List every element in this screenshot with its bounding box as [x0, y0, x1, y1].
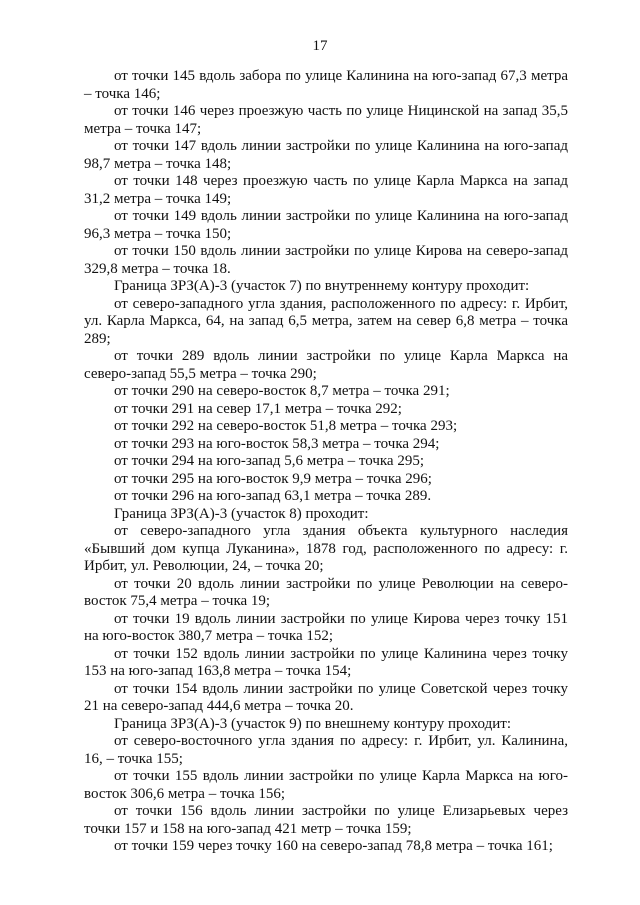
- paragraph: от точки 296 на юго-запад 63,1 метра – точка 289.: [114, 488, 432, 504]
- paragraph: от точки 159 через точку 160 на северо-запад 78,8 метра – точка 161;: [114, 838, 553, 854]
- section-heading: Граница ЗРЗ(А)-3 (участок 8) проходит:: [114, 505, 369, 522]
- paragraph: от точки 292 на северо-восток 51,8 метра – точка 293;: [114, 418, 458, 434]
- paragraph: от точки 149 вдоль линии застройки по улице Калинина на юго-запад 96,3 метра – точка 150;: [84, 208, 568, 242]
- paragraph: от точки 155 вдоль линии застройки по улице Карла Маркса на юго-восток 306,6 метра – точка 156;: [84, 768, 568, 802]
- paragraph: от северо-западного угла здания объекта культурного наследия «Бывший дом купца Луканина», 1878 год, расположенного по адресу: г. Ирбит, ул. Революции, 24, – точка 20;: [84, 523, 568, 574]
- paragraph: от точки 20 вдоль линии застройки по улице Революции на северо-восток 75,4 метра – точка 19;: [84, 575, 568, 609]
- paragraph: от точки 147 вдоль линии застройки по улице Калинина на юго-запад 98,7 метра – точка 148;: [84, 138, 568, 172]
- section-heading: Граница ЗРЗ(А)-3 (участок 7) по внутреннему контуру проходит:: [114, 278, 530, 294]
- paragraph: от точки 154 вдоль линии застройки по улице Советской через точку 21 на северо-запад 444,6 метра – точка 20.: [84, 680, 568, 714]
- paragraph: от точки 150 вдоль линии застройки по улице Кирова на северо-запад 329,8 метра – точка 18.: [84, 243, 568, 277]
- paragraph: от точки 156 вдоль линии застройки по улице Елизарьевых через точки 157 и 158 на юго-запад 421 метр – точка 159;: [84, 803, 568, 837]
- section-heading: Граница ЗРЗ(А)-3 (участок 9) по внешнему контуру проходит:: [114, 715, 512, 732]
- paragraph: от северо-западного угла здания, расположенного по адресу: г. Ирбит, ул. Карла Маркса, 64, на запад 6,5 метра, затем на север 6,8 метра – точка 289;: [84, 295, 568, 347]
- paragraph: от точки 295 на юго-восток 9,9 метра – точка 296;: [114, 470, 432, 487]
- paragraph: от точки 290 на северо-восток 8,7 метра – точка 291;: [114, 383, 450, 399]
- paragraph: от точки 293 на юго-восток 58,3 метра – точка 294;: [114, 435, 440, 452]
- page-number: 17: [312, 38, 328, 54]
- paragraph: от точки 294 на юго-запад 5,6 метра – точка 295;: [114, 453, 424, 469]
- paragraph: от точки 291 на север 17,1 метра – точка 292;: [114, 400, 402, 417]
- paragraph: от точки 289 вдоль линии застройки по улице Карла Маркса на северо-запад 55,5 метра – точка 290;: [84, 348, 568, 382]
- paragraph: от северо-восточного угла здания по адресу: г. Ирбит, ул. Калинина, 16, – точка 155;: [84, 733, 568, 767]
- paragraph: от точки 152 вдоль линии застройки по улице Калинина через точку 153 на юго-запад 163,8 метра – точка 154;: [84, 645, 568, 679]
- paragraph: от точки 148 через проезжую часть по улице Карла Маркса на запад 31,2 метра – точка 149;: [84, 173, 568, 207]
- paragraph: от точки 146 через проезжую часть по улице Ницинской на запад 35,5 метра – точка 147;: [84, 103, 568, 137]
- paragraph: от точки 145 вдоль забора по улице Калинина на юго-запад 67,3 метра – точка 146;: [84, 68, 568, 102]
- document-body: [84, 68, 568, 856]
- paragraph: от точки 19 вдоль линии застройки по улице Кирова через точку 151 на юго-восток 380,7 метра – точка 152;: [84, 610, 568, 644]
